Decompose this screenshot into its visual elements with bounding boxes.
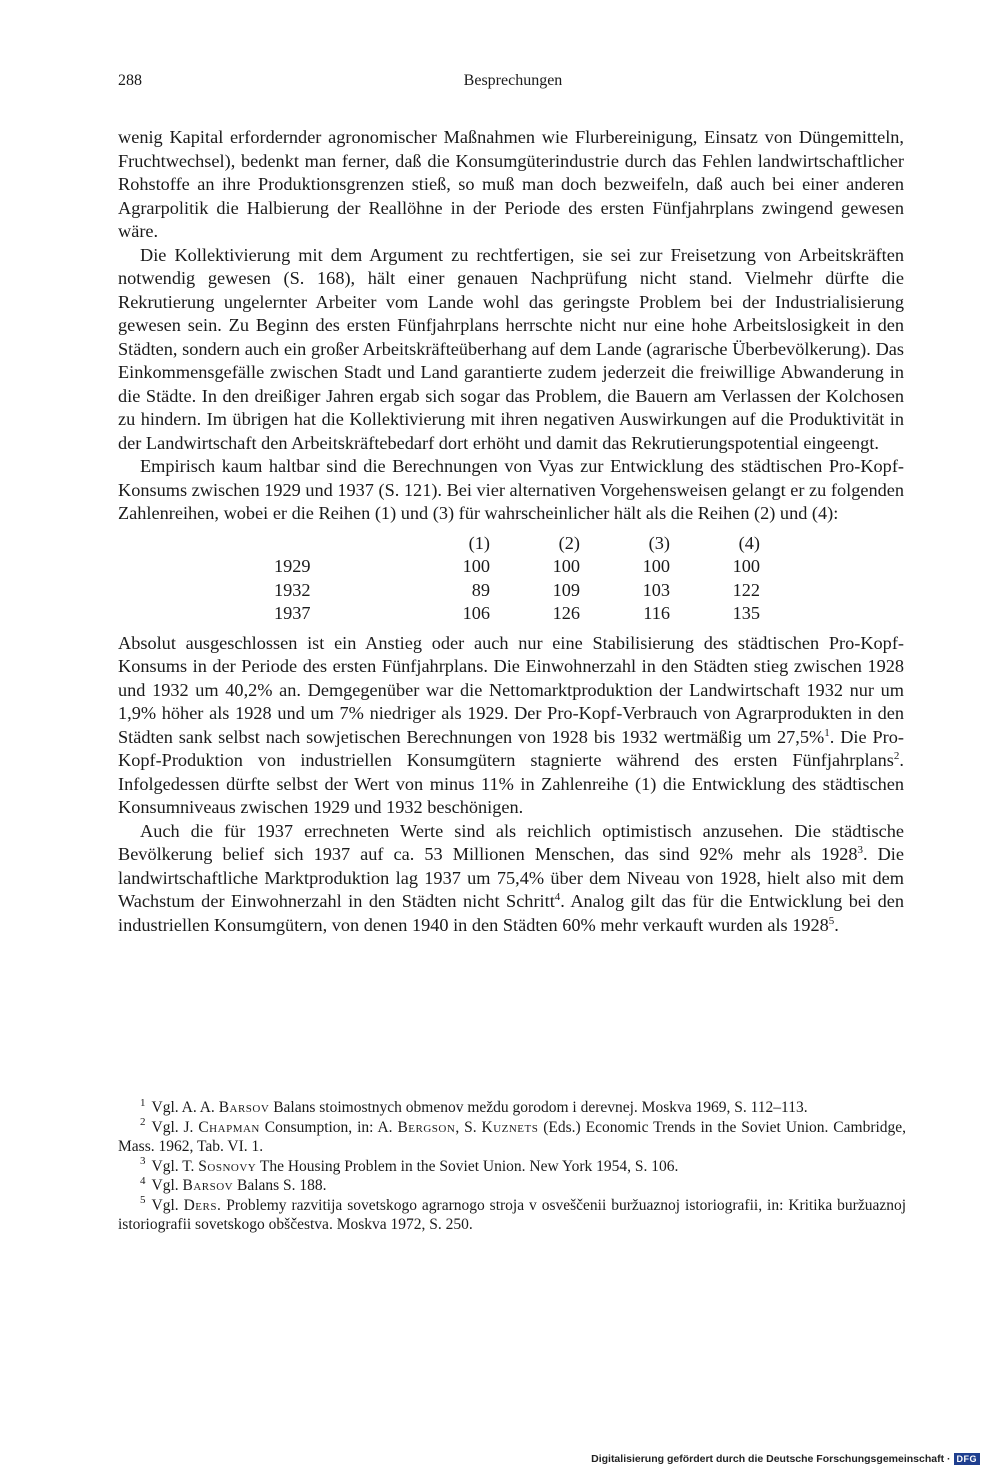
paragraph-5-part-b: . Die landwirtschaftliche Marktproduktion lag 1937 um 75,4% über dem Niveau von 1928, hielt also mit dem Wachstum der Einwohnerzahl in den Städten nicht Schritt: [118, 844, 904, 911]
table-cell: 126: [552, 603, 580, 623]
footnote-text: Vgl. T.: [151, 1157, 195, 1175]
table-header-cell: (3): [648, 532, 670, 553]
footnote-text: Problemy razvitija sovetskogo agrarnogo stroja v osveščenii buržuaznoj istoriografii, in: Kritika buržuaznoj istoriografii sovetskogo obščestva. Moskva 1972, S. 250.: [118, 1196, 907, 1233]
table-cell: 122: [732, 579, 760, 600]
table-cell: 100: [552, 556, 580, 576]
paragraph-4-part-a: Absolut ausgeschlossen ist ein Anstieg oder auch nur eine Stabilisierung des städtischen Pro-Kopf-Konsums in der Periode des ersten Fünfjahrplans. Die Einwohnerzahl in den Städten stieg zwischen 1928 und 1932 um 40,2% an. Demgegenüber war die Nettomarktproduktion der Landwirtschaft 1932 nur um 1,9% höher als 1928 und um 7% niedriger als 1929. Der Pro-Kopf-Verbrauch von Agrarprodukten in den Städten sank selbst nach sowjetischen Berechnungen von 1928 bis 1932 wertmäßig um 27,5%: [118, 632, 904, 747]
footnote-author: Kuznets: [481, 1118, 539, 1136]
page-number: 288: [118, 72, 142, 89]
paragraph-5: [118, 820, 904, 938]
table-year-cell: 1929: [274, 556, 311, 576]
table-cell: 116: [643, 603, 670, 623]
footnote-number: 3: [140, 1155, 146, 1168]
table-header-cell: (1): [468, 532, 490, 553]
footnote-text: Vgl. J.: [151, 1118, 194, 1136]
footnote-4: [118, 1176, 906, 1196]
dfg-logo-icon: DFG: [954, 1453, 981, 1465]
footnote-text: Vgl. A. A.: [151, 1099, 215, 1116]
paragraph-3: Empirisch kaum haltbar sind die Berechnungen von Vyas zur Entwicklung des städtischen Pro-Kopf-Konsums zwischen 1929 und 1937 (S. 121). Bei vier alternativen Vorgehensweisen gelangt er zu folgenden Zahlenreihen, wobei er die Reihen (1) und (3) für wahrscheinlicher hält als die Reihen (2) und (4):: [118, 456, 904, 523]
footnote-2: [118, 1118, 906, 1157]
consumption-table: [274, 532, 764, 626]
footnote-text: Balans S. 188.: [237, 1177, 327, 1194]
footnote-text: Balans stoimostnych obmenov meždu gorodom i derevnej. Moskva 1969, S. 112–113.: [273, 1099, 808, 1116]
table-cell: 106: [462, 603, 490, 623]
footnote-text: , S.: [455, 1118, 477, 1136]
table-row: [274, 579, 764, 603]
footnote-author: Barsov: [182, 1177, 234, 1194]
footnote-ref-4: 4: [554, 890, 561, 903]
running-title: Besprechungen: [463, 72, 563, 89]
article-body: [118, 126, 904, 937]
footnotes: [118, 1098, 906, 1235]
table-cell: 135: [732, 603, 760, 623]
page-header: [118, 72, 908, 96]
footnote-text: Vgl.: [151, 1177, 179, 1194]
paragraph-1: wenig Kapital erfordernder agronomischer Maßnahmen wie Flurbereinigung, Einsatz von Düngemitteln, Fruchtwechsel), bedenkt man ferner, daß die Konsumgüterindustrie durch das Fehlen landwirtschaftlicher Rohstoffe an ihre Produktionsgrenzen stieß, so muß man doch bezweifeln, daß auch bei einer anderen Agrarpolitik die Halbierung der Reallöhne in der Periode des ersten Fünfjahrplans zwingend gewesen wäre.: [118, 127, 904, 241]
table-header-cell: (4): [738, 532, 760, 553]
footnote-text: (Eds.) Economic Trends in the Soviet Union. Cambridge, Mass. 1962, Tab. VI. 1.: [118, 1118, 907, 1155]
paragraph-2: Die Kollektivierung mit dem Argument zu rechtfertigen, sie sei zur Freisetzung von Arbeitskräften notwendig gewesen (S. 168), hält einer genauen Nachprüfung nicht stand. Vielmehr dürfte die Rekrutierung ungelernter Arbeiter vom Lande wohl das geringste Problem bei der Industrialisierung gewesen sein. Zu Beginn des ersten Fünfjahrplans herrschte nicht nur eine hohe Arbeitslosigkeit in den Städten, sondern auch ein großer Arbeitskräfteüberhang auf dem Lande (agrarische Überbevölkerung). Das Einkommensgefälle zwischen Stadt und Land garantierte zudem jederzeit die freiwillige Abwanderung in die Städte. In den dreißiger Jahren ergab sich sogar das Problem, die Bauern am Verlassen der Kolchosen zu hindern. Im übrigen hat die Kollektivierung mit ihren negativen Auswirkungen auf die Produktivität in der Landwirtschaft den Arbeitskräftebedarf dort erhöht und damit das Rekrutierungspotential eingeengt.: [118, 244, 904, 453]
table-header-cell: (2): [558, 532, 580, 553]
funding-credit: [591, 1453, 980, 1465]
table-cell: 100: [732, 556, 760, 576]
footnote-ref-1: 1: [824, 726, 830, 739]
footnote-number: 1: [140, 1096, 146, 1109]
footnote-text: The Housing Problem in the Soviet Union. New York 1954, S. 106.: [259, 1157, 679, 1175]
footnote-author: Barsov: [218, 1099, 270, 1116]
table-row: [274, 602, 764, 626]
table-cell: 103: [642, 579, 670, 600]
footnote-text: Consumption, in: A.: [264, 1118, 393, 1136]
table-cell: 109: [552, 579, 580, 600]
footnote-text: Vgl.: [151, 1196, 179, 1214]
table-corner: [274, 532, 404, 556]
footnote-number: 2: [140, 1116, 146, 1129]
funding-credit-text: Digitalisierung gefördert durch die Deutsche Forschungsgemeinschaft ·: [591, 1453, 951, 1465]
footnote-ref-5: 5: [828, 914, 835, 927]
paragraph-4: [118, 632, 904, 820]
footnote-ref-2: 2: [893, 749, 900, 762]
table-year-cell: 1937: [274, 603, 311, 623]
footnote-number: 4: [140, 1174, 146, 1187]
table-cell: 100: [642, 556, 670, 576]
footnote-author: Ders.: [183, 1196, 222, 1214]
footnote-number: 5: [140, 1194, 146, 1207]
table-row: [274, 555, 764, 579]
table-cell: 100: [462, 556, 490, 576]
footnote-author: Sosnovy: [198, 1157, 257, 1175]
footnote-ref-3: 3: [857, 843, 863, 856]
footnote-author: Bergson: [397, 1118, 456, 1136]
table-year-cell: 1932: [274, 579, 311, 600]
table-cell: 89: [471, 579, 490, 600]
table-header-row: [274, 532, 764, 556]
footnote-author: Chapman: [198, 1118, 260, 1136]
paragraph-5-part-d: .: [834, 914, 839, 935]
paragraph-4-part-c: . Infolgedessen dürfte selbst der Wert von minus 11% in Zahlenreihe (1) die Entwicklung des städtischen Konsumniveaus zwischen 1929 und 1932 beschönigen.: [118, 750, 904, 817]
paragraph-4-part-b: . Die Pro-Kopf-Produktion von industriellen Konsumgütern stagnierte während des ersten Fünfjahrplans: [118, 726, 904, 770]
footnote-1: [118, 1098, 906, 1118]
paragraph-5-part-a: Auch die für 1937 errechneten Werte sind als reichlich optimistisch anzusehen. Die städtische Bevölkerung belief sich 1937 auf ca. 53 Millionen Menschen, das sind 92% mehr als 1928: [118, 820, 904, 864]
footnote-3: [118, 1157, 906, 1177]
paragraph-5-part-c: . Analog gilt das für die Entwicklung bei den industriellen Konsumgütern, von denen 1940 in den Städten 60% mehr verkauft wurden als 1928: [118, 891, 904, 935]
footnote-5: [118, 1196, 906, 1235]
